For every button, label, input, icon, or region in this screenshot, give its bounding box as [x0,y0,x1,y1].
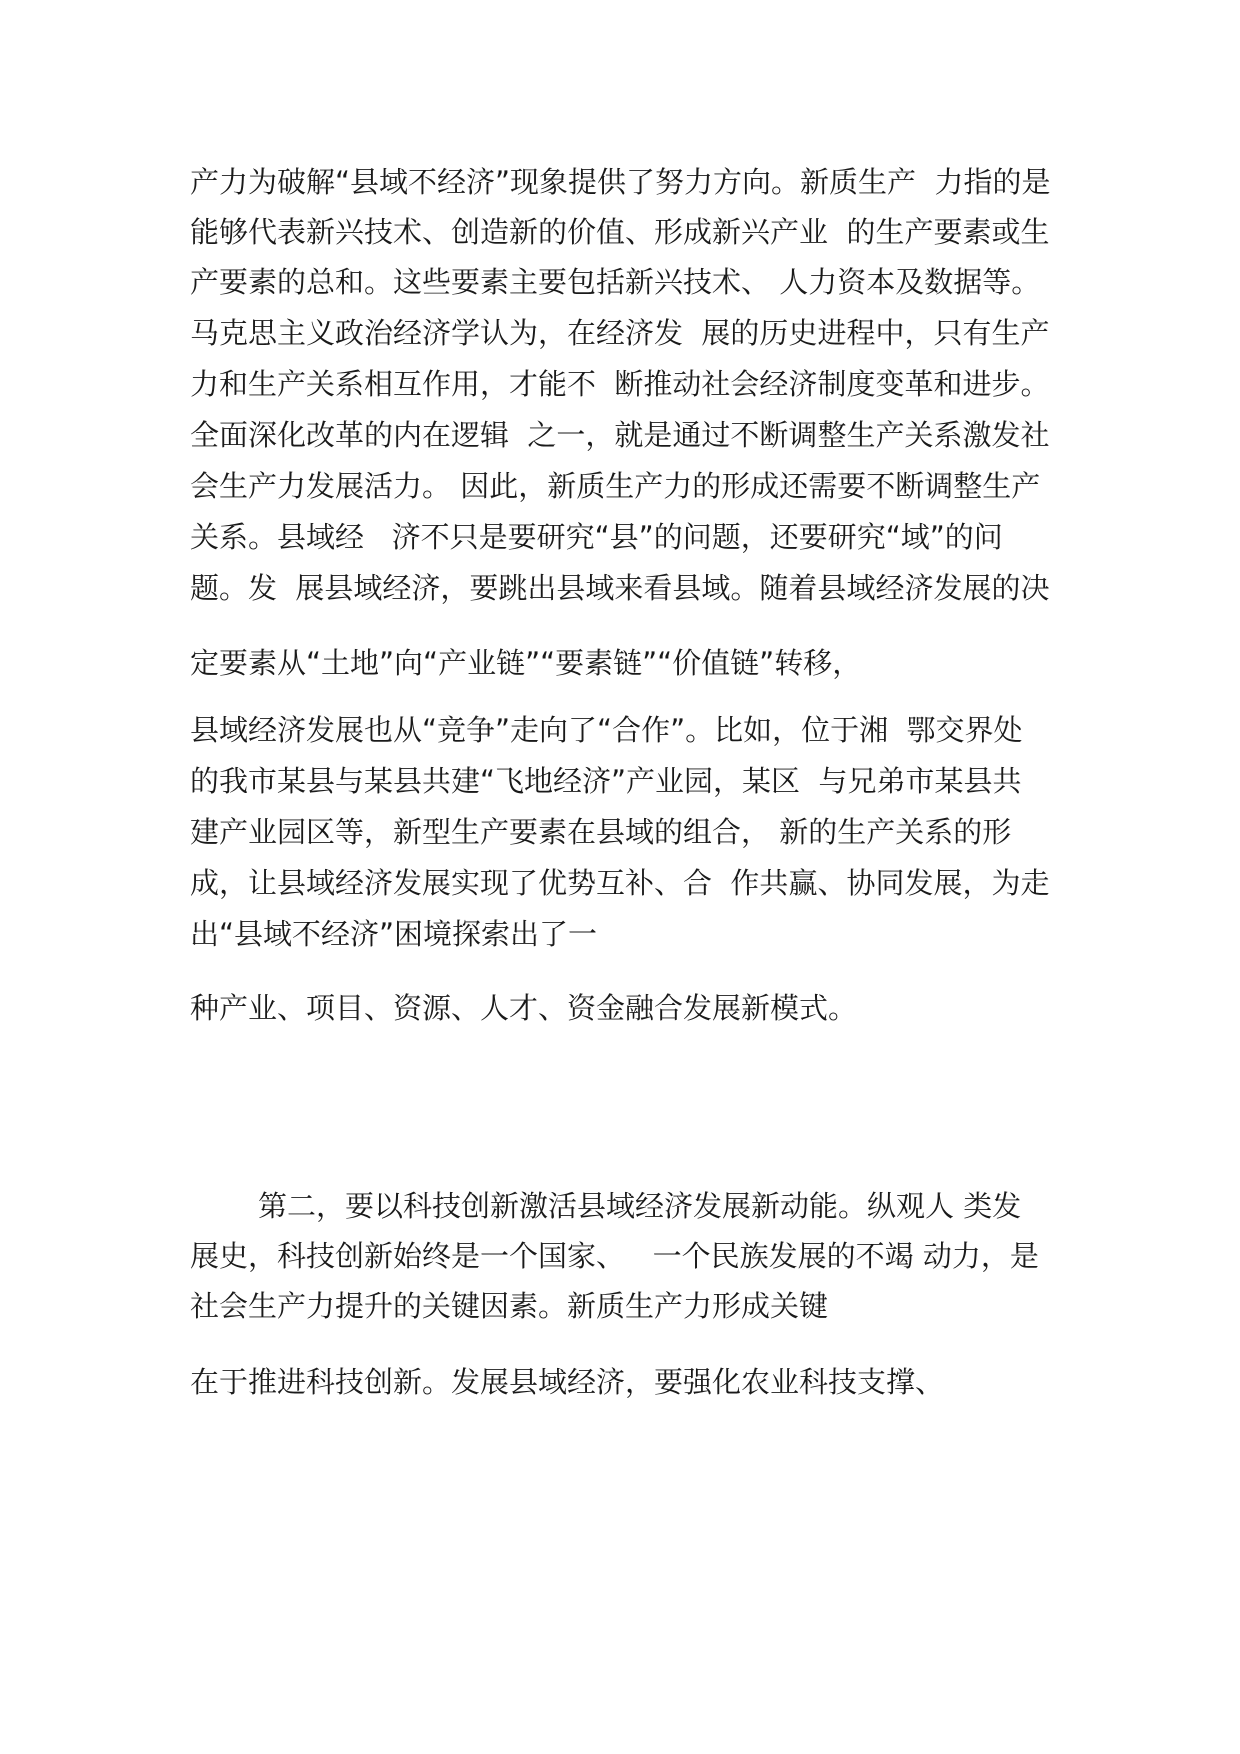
text-line: 成，让县域经济发展实现了优势互补、合 作共赢、协同发展，为走 [190,866,1050,900]
text-line: 县域经济发展也从“竞争”走向了“合作”。比如，位于湘 鄂交界处 [190,713,1023,747]
text-line: 定要素从“土地”向“产业链”“要素链”“价值链”转移， [190,646,862,680]
text-line: 产要素的总和。这些要素主要包括新兴技术、 人力资本及数据等。 [190,265,1041,299]
text-line: 的我市某县与某县共建“飞地经济”产业园，某区 与兄弟市某县共 [190,764,1022,798]
text-line: 能够代表新兴技术、创造新的价值、形成新兴产业 的生产要素或生 [190,215,1050,249]
text-line: 题。发 展县域经济，要跳出县域来看县域。随着县域经济发展的决 [190,571,1050,605]
text-line: 会生产力发展活力。 因此，新质生产力的形成还需要不断调整生产 [190,469,1041,503]
text-line: 展史，科技创新始终是一个国家、 一个民族发展的不竭 动力，是 [190,1239,1039,1273]
text-line: 全面深化改革的内在逻辑 之一，就是通过不断调整生产关系激发社 [190,418,1050,452]
text-line: 在于推进科技创新。发展县域经济，要强化农业科技支撑、 [190,1365,945,1399]
text-line: 关系。县域经 济不只是要研究“县”的问题，还要研究“域”的问 [190,520,1003,554]
text-line: 马克思主义政治经济学认为，在经济发 展的历史进程中，只有生产 [190,316,1050,350]
text-line: 产力为破解“县域不经济”现象提供了努力方向。新质生产 力指的是 [190,165,1051,199]
text-line: 出“县域不经济”困境探索出了一 [190,917,598,951]
paragraph-first-line: 第二，要以科技创新激活县域经济发展新动能。纵观人 类发 [258,1189,1022,1223]
text-line: 种产业、项目、资源、人才、资金融合发展新模式。 [190,991,858,1025]
text-line: 建产业园区等，新型生产要素在县域的组合， 新的生产关系的形 [190,815,1012,849]
text-line: 社会生产力提升的关键因素。新质生产力形成关键 [190,1289,829,1323]
text-line: 力和生产关系相互作用，才能不 断推动社会经济制度变革和进步。 [190,367,1050,401]
